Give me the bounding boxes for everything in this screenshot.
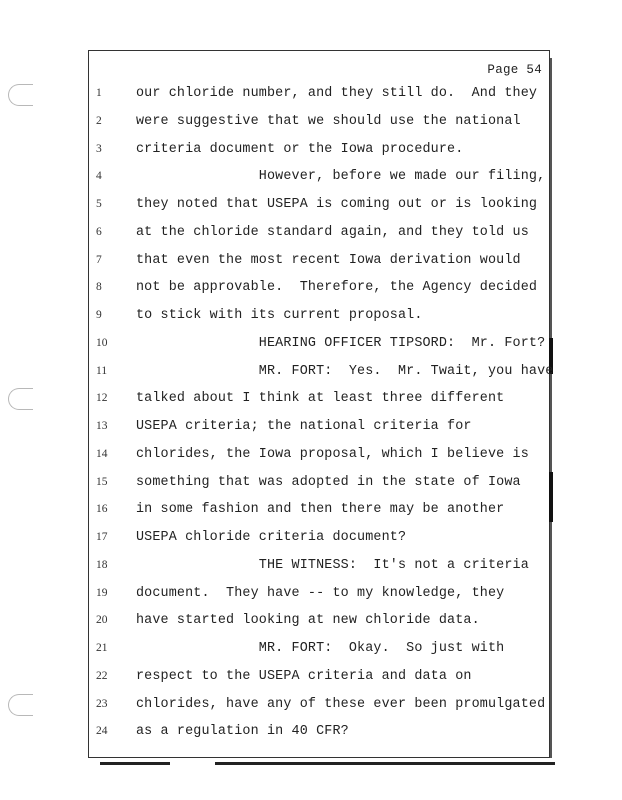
line-number: 15 — [96, 475, 108, 488]
punch-hole-top — [8, 84, 33, 106]
line-number: 6 — [96, 225, 102, 238]
line-number: 21 — [96, 642, 108, 654]
line-number: 17 — [96, 531, 108, 543]
transcript-line: were suggestive that we should use the national — [136, 113, 521, 129]
transcript-line: have started looking at new chloride data. — [136, 613, 480, 629]
bottom-line-right — [215, 762, 555, 765]
punch-hole-bottom — [8, 694, 33, 716]
transcript-line: HEARING OFFICER TIPSORD: Mr. Fort? — [136, 335, 546, 351]
line-number: 16 — [96, 503, 108, 516]
transcript-line: at the chloride standard again, and they told us — [136, 224, 529, 240]
page-frame-shadow — [550, 58, 552, 758]
transcript-line: However, before we made our filing, — [136, 169, 546, 185]
transcript-line: USEPA criteria; the national criteria for — [136, 419, 472, 434]
transcript-line: talked about I think at least three different — [136, 391, 505, 407]
transcript-line: USEPA chloride criteria document? — [136, 530, 407, 545]
line-number: 13 — [96, 420, 108, 432]
punch-hole-middle — [8, 388, 33, 410]
transcript-line: in some fashion and then there may be another — [136, 502, 505, 518]
transcript-line: document. They have -- to my knowledge, they — [136, 585, 505, 601]
line-number: 9 — [96, 309, 102, 321]
transcript-line: that even the most recent Iowa derivation would — [136, 252, 521, 268]
line-number: 5 — [96, 198, 102, 210]
line-number: 20 — [96, 614, 108, 627]
page-number: Page 54 — [487, 63, 542, 77]
line-number: 14 — [96, 447, 108, 460]
line-number: 10 — [96, 336, 108, 349]
transcript-line: respect to the USEPA criteria and data on — [136, 668, 472, 684]
transcript-line: THE WITNESS: It's not a criteria — [136, 557, 529, 573]
transcript-line: chlorides, the Iowa proposal, which I believe is — [136, 446, 529, 462]
line-number: 23 — [96, 697, 108, 710]
transcript-line: something that was adopted in the state of Iowa — [136, 474, 521, 490]
line-number: 24 — [96, 725, 108, 738]
line-number: 3 — [96, 142, 102, 155]
transcript-line: as a regulation in 40 CFR? — [136, 724, 349, 740]
line-number: 8 — [96, 281, 102, 294]
bottom-line-left — [100, 762, 170, 765]
transcript-line: our chloride number, and they still do. And they — [136, 86, 538, 101]
line-number: 22 — [96, 669, 108, 682]
line-number: 7 — [96, 253, 102, 266]
line-number: 11 — [96, 364, 108, 377]
line-number: 4 — [96, 170, 102, 183]
line-number: 1 — [96, 87, 102, 99]
transcript-line: MR. FORT: Okay. So just with — [136, 641, 505, 656]
transcript-line: criteria document or the Iowa procedure. — [136, 141, 464, 157]
transcript-line: they noted that USEPA is coming out or is looking — [136, 197, 538, 212]
line-number: 12 — [96, 392, 108, 405]
line-number: 19 — [96, 586, 108, 599]
transcript-line: not be approvable. Therefore, the Agency decided — [136, 280, 538, 296]
transcript-line: chlorides, have any of these ever been promulgated — [136, 696, 546, 712]
line-number: 2 — [96, 114, 102, 127]
transcript-line: MR. FORT: Yes. Mr. Twait, you have — [136, 363, 554, 379]
transcript-line: to stick with its current proposal. — [136, 308, 423, 323]
margin-bar-bottom — [549, 472, 553, 522]
line-number: 18 — [96, 558, 108, 571]
